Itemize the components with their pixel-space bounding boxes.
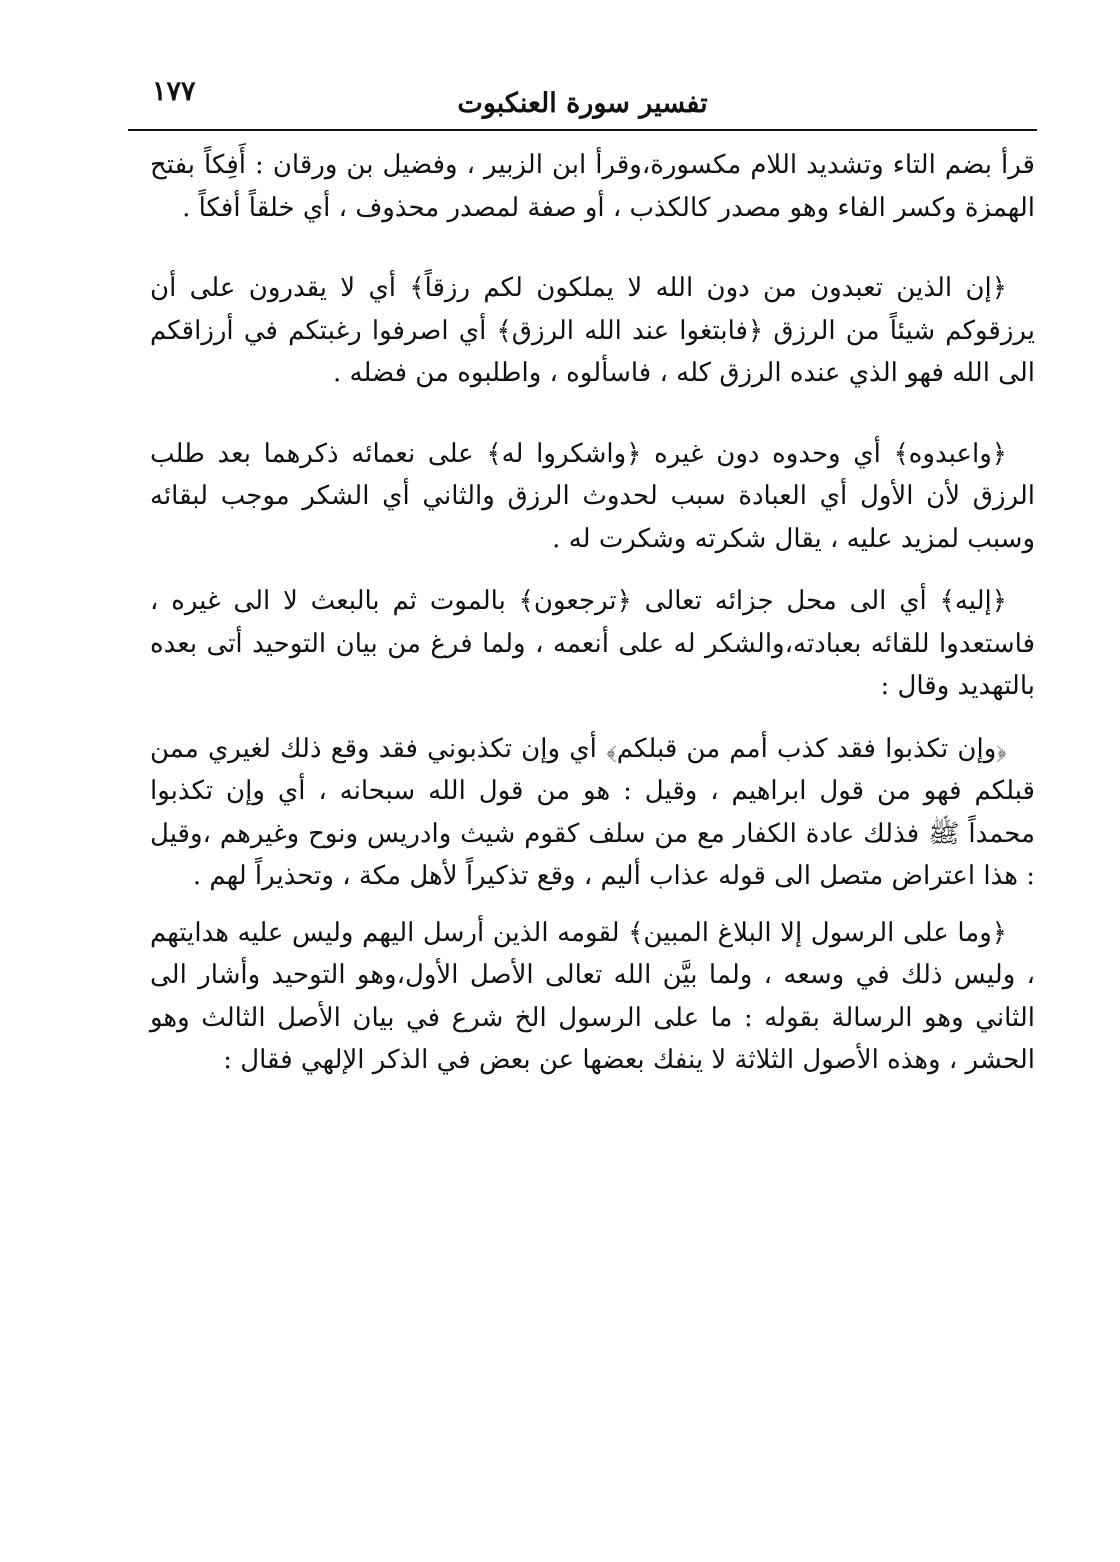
paragraph: قرأ بضم التاء وتشديد اللام مكسورة،وقرأ ابن الزبير ، وفضيل بن ورقان : أَفِكاً بفتح الهمزة وكسر الفاء وهو مصدر كالكذب ، أو صفة لمصدر محذوف ، أي خلقاً أفكاً . bbox=[150, 150, 1035, 223]
paragraph: ﴿واعبدوه﴾ أي وحدوه دون غيره ﴿واشكروا له﴾ على نعمائه ذكرهما بعد طلب الرزق لأن الأول أي العبادة سبب لحدوث الرزق والثاني أي الشكر موجب لبقائه وسبب لمزيد عليه ، يقال شكرته وشكرت له . bbox=[150, 438, 1035, 554]
paragraph: ﴿وإن تكذبوا فقد كذب أمم من قبلكم﴾ أي وإن تكذبوني فقد وقع ذلك لغيري ممن قبلكم فهو من قول ابراهيم ، وقيل : هو من قول الله سبحانه ، أي وإن تكذبوا محمداً ﷺ فذلك عادة الكفار مع من سلف كقوم شيث وادريس ونوح وغيرهم ،وقيل : هذا اعتراض متصل الى قوله عذاب أليم ، وقع تذكيراً لأهل مكة ، وتحذيراً لهم . bbox=[150, 733, 1035, 891]
paragraph: ﴿إن الذين تعبدون من دون الله لا يملكون لكم رزقاً﴾ أي لا يقدرون على أن يرزقوكم شيئاً من الرزق ﴿فابتغوا عند الله الرزق﴾ أي اصرفوا رغبتكم في أرزاقكم الى الله فهو الذي عنده الرزق كله ، فاسألوه ، واطلبوه من فضله . bbox=[150, 273, 1035, 388]
paragraph: ﴿إليه﴾ أي الى محل جزائه تعالى ﴿ترجعون﴾ بالموت ثم بالبعث لا الى غيره ، فاستعدوا للقائه بعبادته،والشكر له على أنعمه ، ولما فرغ من بيان التوحيد أتى بعده بالتهديد وقال : bbox=[150, 586, 1035, 701]
page-header bbox=[128, 70, 1037, 130]
paragraph: ﴿وما على الرسول إلا البلاغ المبين﴾ لقومه الذين أرسل اليهم وليس عليه هدايتهم ، وليس ذلك في وسعه ، ولما بيَّن الله تعالى الأصل الأول،وهو التوحيد وأشار الى الثاني وهو الرسالة بقوله : ما على الرسول الخ شرع في بيان الأصل الثالث وهو الحشر ، وهذه الأصول الثلاثة لا ينفك بعضها عن بعض في الذكر الإلهي فقال : bbox=[150, 917, 1035, 1075]
page-number: ١٧٧ bbox=[152, 76, 196, 107]
running-title: تفسير سورة العنكبوت bbox=[457, 88, 708, 119]
body-text bbox=[150, 144, 1035, 1082]
header-divider bbox=[128, 129, 1037, 131]
